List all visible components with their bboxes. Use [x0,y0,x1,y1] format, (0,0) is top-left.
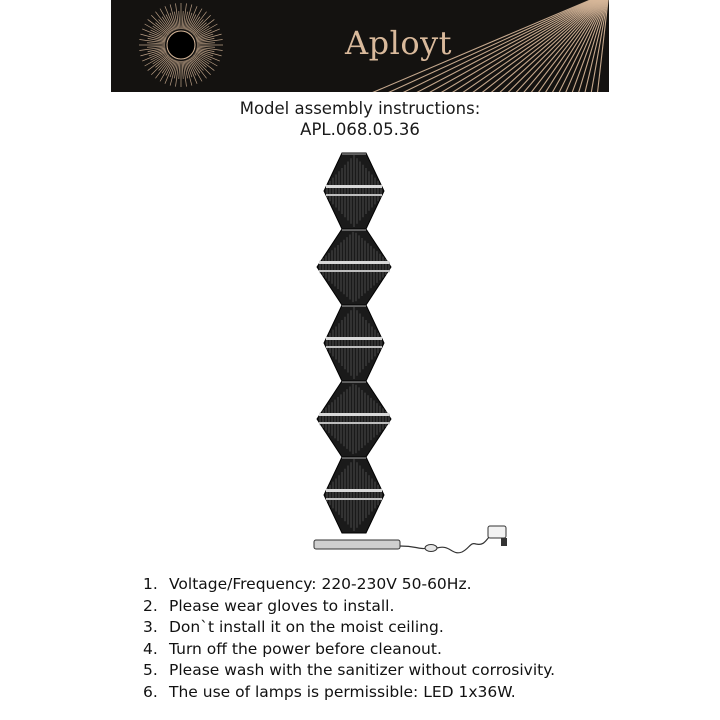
spec-text: Don`t install it on the moist ceiling. [169,618,444,636]
lamp-shade-segment [324,305,384,381]
lamp-shade-segment [324,457,384,533]
spec-text: The use of lamps is permissible: LED 1x36W. [169,682,516,701]
lamp-shade-segment [317,229,391,305]
lamp-shade-segment [324,153,384,229]
lamp-shade-segment [317,381,391,457]
spec-text: Voltage/Frequency: 220-230V 50-60Hz. [169,575,472,593]
model-number: APL.068.05.36 [300,120,420,139]
spec-number: 2. [143,596,158,615]
spec-item [143,660,555,682]
floor-lamp-drawing [300,148,530,558]
brand-logo-text: Aployt [345,24,453,62]
spec-item [143,639,555,661]
spec-number: 4. [143,639,158,658]
spec-item [143,574,555,596]
spec-text: Please wear gloves to install. [169,596,395,615]
specifications-list [143,574,555,703]
spec-number: 3. [143,618,158,636]
document-title: Model assembly instructions: [239,99,481,118]
spec-item [143,617,555,639]
spec-text: Please wash with the sanitizer without corrosivity. [169,661,556,679]
spec-number: 6. [143,682,158,701]
spec-item [143,682,555,704]
spec-item [143,596,555,618]
sunburst-icon [139,3,223,87]
spec-number: 5. [143,661,158,679]
spec-number: 1. [143,575,158,593]
spec-text: Turn off the power before cleanout. [169,639,442,658]
brand-banner [111,0,609,92]
